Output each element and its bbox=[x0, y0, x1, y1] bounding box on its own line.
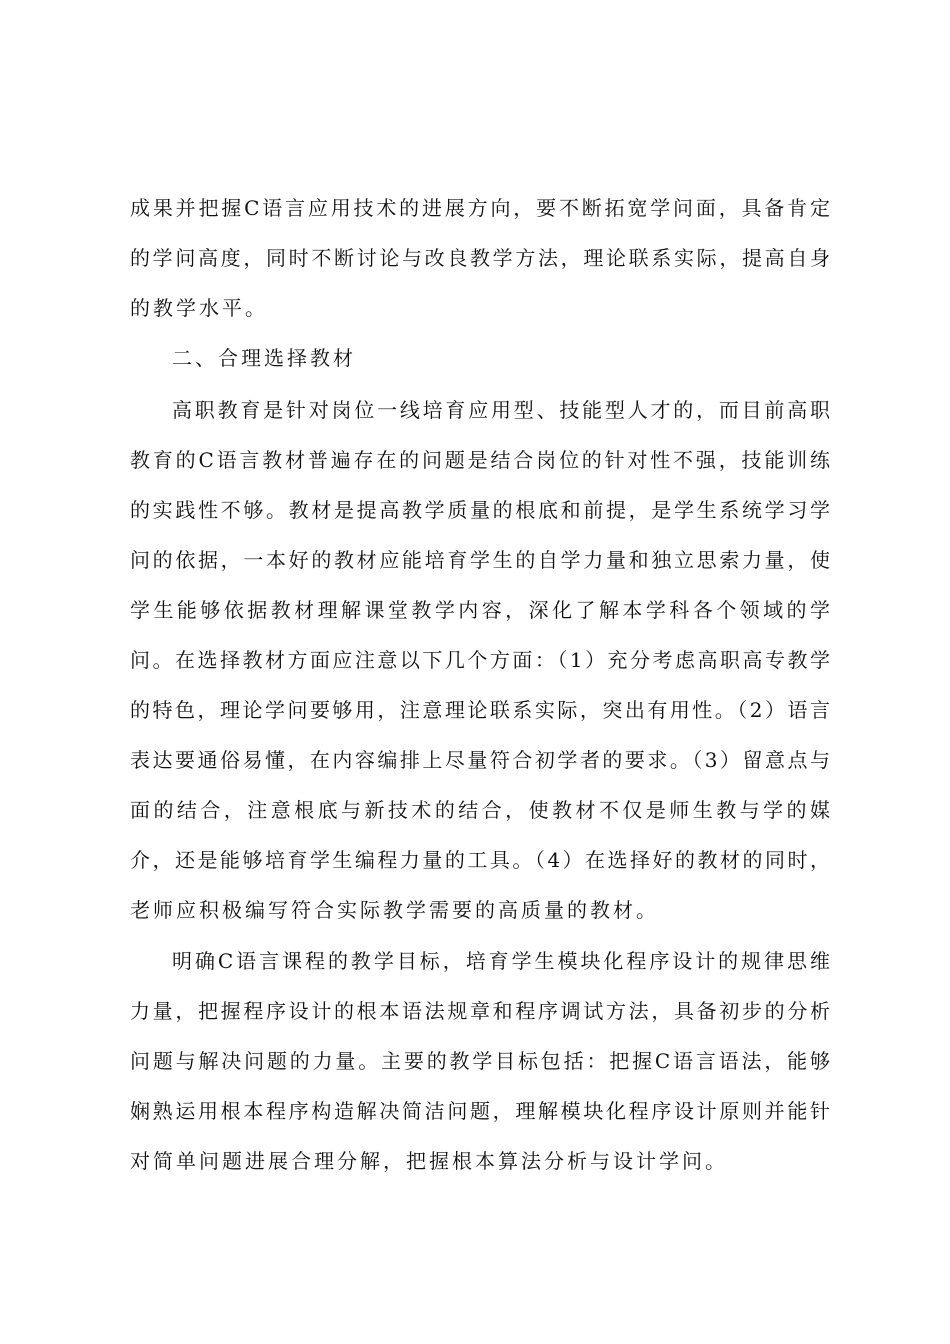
p2-line-2: 教育的C语言教材普遍存在的问题是结合岗位的针对性不强，技能训练 bbox=[130, 448, 830, 472]
section-heading: 二、合理选择教材 bbox=[172, 346, 356, 370]
p1-line-1: 成果并把握C语言应用技术的进展方向，要不断拓宽学问面，具备肯定 bbox=[130, 196, 830, 220]
p2-line-3: 的实践性不够。教材是提高教学质量的根底和前提，是学生系统学习学 bbox=[130, 498, 830, 522]
p2-line-11: 老师应积极编写符合实际教学需要的高质量的教材。 bbox=[130, 898, 659, 922]
p2-line-7: 的特色，理论学问要够用，注意理论联系实际，突出有用性。（2）语言 bbox=[130, 698, 830, 722]
p1-line-3: 的教学水平。 bbox=[130, 296, 268, 320]
p3-line-5: 对简单问题进展合理分解，把握根本算法分析与设计学问。 bbox=[130, 1149, 728, 1173]
p2-line-9: 面的结合，注意根底与新技术的结合，使教材不仅是师生教与学的媒 bbox=[130, 798, 830, 822]
p3-line-1: 明确C语言课程的教学目标，培育学生模块化程序设计的规律思维 bbox=[172, 949, 830, 973]
p2-line-5: 学生能够依据教材理解课堂教学内容，深化了解本学科各个领域的学 bbox=[130, 598, 830, 622]
p2-line-10: 介，还是能够培育学生编程力量的工具。（4）在选择好的教材的同时， bbox=[130, 848, 830, 872]
p3-line-3: 问题与解决问题的力量。主要的教学目标包括：把握C语言语法，能够 bbox=[130, 1049, 830, 1073]
p2-line-6: 问。在选择教材方面应注意以下几个方面：（1）充分考虑高职高专教学 bbox=[130, 648, 830, 672]
p2-line-4: 问的依据，一本好的教材应能培育学生的自学力量和独立思索力量，使 bbox=[130, 548, 830, 572]
p3-line-4: 娴熟运用根本程序构造解决简洁问题，理解模块化程序设计原则并能针 bbox=[130, 1099, 830, 1123]
p2-line-8: 表达要通俗易懂，在内容编排上尽量符合初学者的要求。（3）留意点与 bbox=[130, 748, 830, 772]
p2-line-1: 高职教育是针对岗位一线培育应用型、技能型人才的，而目前高职 bbox=[172, 398, 830, 422]
p3-line-2: 力量，把握程序设计的根本语法规章和程序调试方法，具备初步的分析 bbox=[130, 999, 830, 1023]
p1-line-2: 的学问高度，同时不断讨论与改良教学方法，理论联系实际，提高自身 bbox=[130, 246, 830, 270]
